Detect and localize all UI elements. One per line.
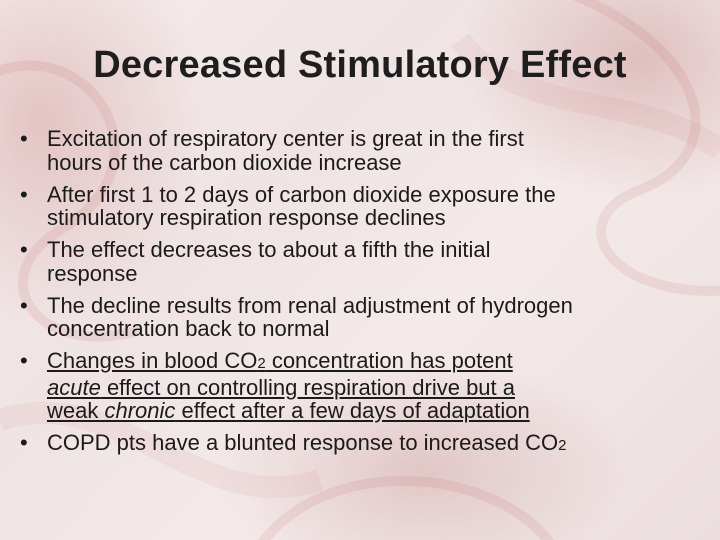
bullet-item xyxy=(20,349,720,423)
subscript: 2 xyxy=(257,355,266,372)
bullet-text-segment: Changes in blood CO xyxy=(47,348,258,373)
bullet-text-line: The decline results from renal adjustment of hydrogen xyxy=(47,292,573,318)
bullet-item xyxy=(20,127,720,174)
bullet-item xyxy=(20,183,720,230)
bullet-marker: • xyxy=(20,237,28,262)
bullet-marker: • xyxy=(20,181,28,207)
bullet-marker: • xyxy=(20,430,28,455)
bullet-text-line: response xyxy=(47,260,138,286)
bullet-list xyxy=(20,127,720,466)
subscript: 2 xyxy=(558,437,567,454)
bullet-item xyxy=(20,238,720,285)
bullet-text-line: stimulatory respiration response declines xyxy=(47,205,446,230)
bullet-marker: • xyxy=(20,292,28,318)
italic-term: acute xyxy=(47,374,101,400)
bullet-marker: • xyxy=(20,126,28,151)
bullet-text-line: hours of the carbon dioxide increase xyxy=(47,149,402,175)
slide-title: Decreased Stimulatory Effect xyxy=(93,44,627,86)
bullet-text-segment: effect after a few days of adaptation xyxy=(175,398,530,423)
bullet-text-line: concentration back to normal xyxy=(47,316,330,341)
bullet-text-segment: weak xyxy=(47,398,105,423)
bullet-text-segment: COPD pts have a blunted response to increased CO xyxy=(47,430,559,455)
bullet-text-line: Excitation of respiratory center is great in the first xyxy=(47,126,524,151)
bullet-text-underlined xyxy=(47,348,530,423)
bullet-text-line: The effect decreases to about a fifth the initial xyxy=(47,237,491,262)
bullet-text-segment: effect on controlling respiration drive but a xyxy=(100,374,515,400)
bullet-marker: • xyxy=(20,348,28,373)
italic-term: chronic xyxy=(104,398,176,423)
bullet-text-line: After first 1 to 2 days of carbon dioxide exposure the xyxy=(47,181,556,207)
bullet-item xyxy=(20,431,720,458)
bullet-text-segment: concentration has potent xyxy=(265,348,513,373)
bullet-item xyxy=(20,294,720,341)
